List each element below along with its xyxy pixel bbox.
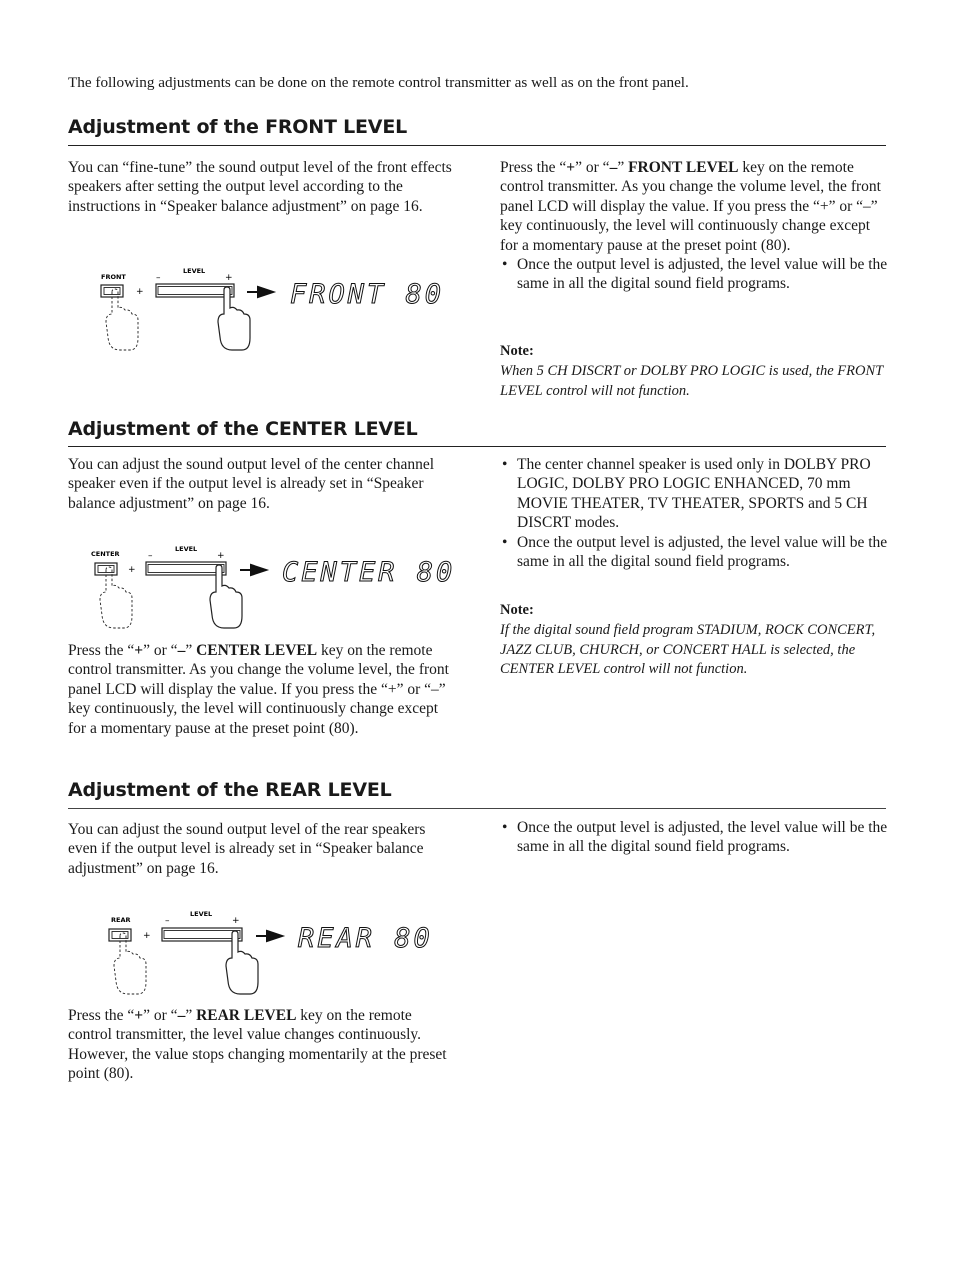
plus-key: + bbox=[134, 642, 144, 659]
level-label: LEVEL bbox=[190, 910, 213, 918]
press-prefix: Press the “ bbox=[68, 1007, 135, 1024]
level-bar-inner bbox=[148, 565, 224, 573]
side-plus-label: + bbox=[143, 931, 151, 941]
level-bar-inner bbox=[158, 287, 232, 295]
minus-key: – bbox=[609, 159, 618, 176]
arrow-right-icon bbox=[247, 287, 273, 297]
front-button-label: FRONT bbox=[101, 273, 126, 281]
rear-bullets bbox=[500, 818, 890, 857]
side-plus-label: + bbox=[128, 565, 136, 575]
press-close: ” bbox=[185, 642, 197, 659]
rear-level-diagram bbox=[108, 905, 448, 997]
center-bullets bbox=[500, 455, 890, 571]
level-bar-inner bbox=[164, 931, 240, 939]
bullet-dot: • bbox=[502, 533, 508, 551]
center-button-label: CENTER bbox=[91, 550, 120, 558]
dashed-hand-icon bbox=[114, 933, 146, 994]
page-intro: The following adjustments can be done on the remote control transmitter as well as on the front panel. bbox=[68, 74, 689, 91]
press-suffix: key on the remote control transmitter. As you change the volume level, the front panel LCD will display the value. If you press the “+” or “–” key continuously, the level will continuously change except for a momentary pause at the preset point (80). bbox=[500, 159, 881, 254]
front-level-key: FRONT LEVEL bbox=[628, 159, 739, 176]
bullet-dot: • bbox=[502, 819, 508, 836]
plus-label: + bbox=[217, 551, 225, 561]
arrow-right-icon bbox=[256, 931, 282, 941]
front-note-text: When 5 CH DISCRT or DOLBY PRO LOGIC is used, the FRONT LEVEL control will not function. bbox=[500, 363, 883, 399]
center-level-diagram bbox=[90, 540, 456, 635]
rear-diagram-svg bbox=[108, 905, 448, 997]
level-label: LEVEL bbox=[175, 545, 198, 553]
front-intro: You can “fine-tune” the sound output level of the front effects speakers after setting the output level according to the instructions in “Speaker balance adjustment” on page 16. bbox=[68, 159, 452, 215]
rear-button-label: REAR bbox=[111, 916, 131, 924]
press-prefix: Press the “ bbox=[500, 159, 567, 176]
bullet-text: Once the output level is adjusted, the level value will be the same in all the digital sound field programs. bbox=[517, 533, 888, 571]
center-lcd-display: CENTER 80 bbox=[282, 557, 456, 588]
bullet-text: The center channel speaker is used only in DOLBY PRO LOGIC, DOLBY PRO LOGIC ENHANCED, 70 mm MOVIE THEATER, TV THEATER, SPORTS and 5 CH DISCRT modes. bbox=[517, 456, 871, 532]
center-intro: You can adjust the sound output level of the center channel speaker even if the output level is already set in “Speaker balance adjustment” on page 16. bbox=[68, 456, 435, 512]
front-diagram-svg bbox=[98, 262, 445, 352]
rear-press-instructions bbox=[68, 1006, 458, 1084]
rear-lcd-display: REAR 80 bbox=[298, 923, 433, 954]
minus-label: – bbox=[165, 916, 170, 926]
dashed-hand-icon bbox=[106, 289, 138, 350]
bullet-text: Once the output level is adjusted, the level value will be the same in all the digital sound field programs. bbox=[517, 256, 888, 293]
press-suffix: key on the remote control transmitter, the level value changes continuously. However, the value stops changing momentarily at the preset point (80). bbox=[68, 1007, 447, 1083]
dashed-hand-icon bbox=[100, 567, 132, 628]
press-or: ” or “ bbox=[575, 159, 610, 176]
center-note-title: Note: bbox=[500, 602, 534, 618]
rear-intro: You can adjust the sound output level of the rear speakers even if the output level is already set in “Speaker balance adjustment” on page 16. bbox=[68, 821, 426, 877]
level-bar bbox=[162, 928, 242, 941]
center-bullet-2 bbox=[500, 533, 890, 572]
front-bullet bbox=[500, 255, 890, 294]
rear-heading-rule bbox=[68, 808, 886, 809]
plus-label: + bbox=[225, 273, 233, 283]
front-note-title: Note: bbox=[500, 343, 534, 359]
arrow-right-icon bbox=[240, 565, 266, 575]
center-press-instructions bbox=[68, 641, 458, 738]
center-note-text: If the digital sound field program STADIUM, ROCK CONCERT, JAZZ CLUB, CHURCH, or CONCERT HALL is selected, the CENTER LEVEL control will not function. bbox=[500, 622, 876, 677]
center-level-key: CENTER LEVEL bbox=[196, 642, 318, 659]
minus-label: – bbox=[148, 551, 153, 561]
rear-bullet bbox=[500, 818, 890, 857]
press-or: ” or “ bbox=[143, 642, 178, 659]
center-heading-rule bbox=[68, 446, 886, 447]
front-level-diagram bbox=[98, 262, 445, 352]
center-diagram-svg bbox=[90, 540, 456, 635]
press-close: ” bbox=[617, 159, 629, 176]
press-or: ” or “ bbox=[143, 1007, 178, 1024]
plus-label: + bbox=[232, 916, 240, 926]
minus-key: – bbox=[177, 1007, 186, 1024]
level-bar bbox=[156, 284, 234, 297]
level-label: LEVEL bbox=[183, 267, 206, 275]
rear-level-heading: Adjustment of the REAR LEVEL bbox=[68, 779, 392, 801]
bullet-dot: • bbox=[502, 456, 508, 473]
rear-level-key: REAR LEVEL bbox=[196, 1007, 297, 1024]
front-lcd-display: FRONT 80 bbox=[290, 279, 445, 310]
bullet-dot: • bbox=[502, 256, 508, 274]
press-suffix: key on the remote control transmitter. As you change the volume level, the front panel LCD will display the value. If you press the “+” or “–” key continuously, the level will continuously change except for a momentary pause at the preset point (80). bbox=[68, 642, 449, 737]
side-plus-label: + bbox=[136, 287, 144, 297]
minus-label: – bbox=[156, 273, 161, 283]
front-press-instructions bbox=[500, 158, 890, 294]
center-level-heading: Adjustment of the CENTER LEVEL bbox=[68, 418, 418, 440]
plus-key: + bbox=[566, 159, 576, 176]
front-heading-rule bbox=[68, 145, 886, 146]
level-bar bbox=[146, 562, 226, 575]
bullet-text: Once the output level is adjusted, the level value will be the same in all the digital sound field programs. bbox=[517, 819, 888, 856]
center-bullet-1 bbox=[500, 455, 890, 533]
minus-key: – bbox=[177, 642, 186, 659]
plus-key: + bbox=[134, 1007, 144, 1024]
front-level-heading: Adjustment of the FRONT LEVEL bbox=[68, 116, 408, 138]
press-close: ” bbox=[185, 1007, 197, 1024]
press-prefix: Press the “ bbox=[68, 642, 135, 659]
